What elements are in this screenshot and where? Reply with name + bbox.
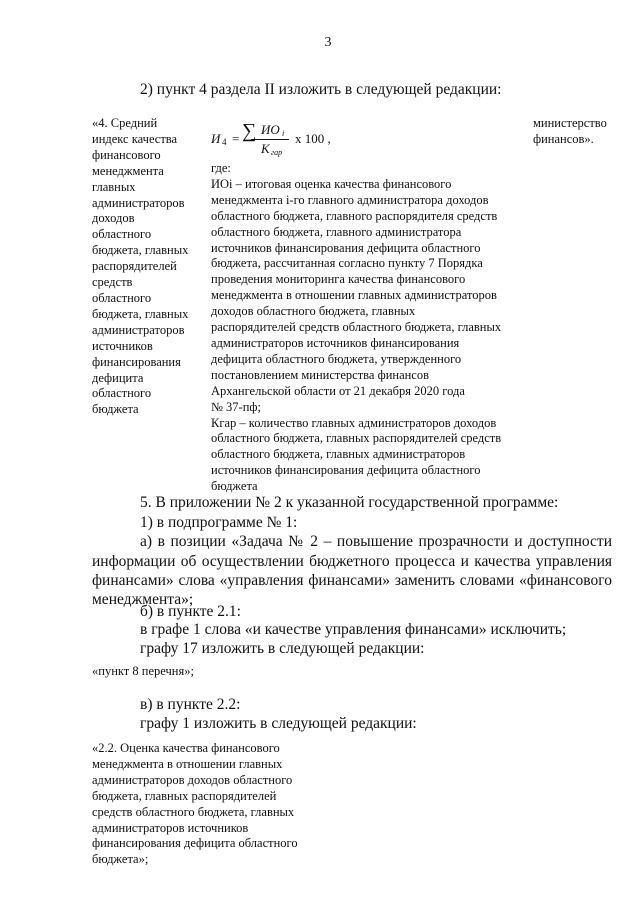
left-line: «4. Средний xyxy=(92,116,158,130)
left-line: бюджета, главных xyxy=(92,306,189,321)
left-line: дефицита xyxy=(92,370,144,385)
mid-line: областного бюджета, главных администраторов xyxy=(211,447,466,462)
item5c-heading: в) в пункте 2.2: xyxy=(140,696,241,713)
quote-line: администраторов источников xyxy=(92,820,249,835)
left-line: средств xyxy=(92,275,133,290)
sum-symbol: ∑ xyxy=(242,120,257,142)
left-line: финансирования xyxy=(92,354,181,369)
formula-numerator-sub: i xyxy=(282,129,285,138)
mid-line: областного бюджета, главного администратора xyxy=(211,224,462,239)
quote-item8: «пункт 8 перечня»; xyxy=(92,664,194,678)
mid-line: менеджмента в отношении главных администраторов xyxy=(211,288,497,303)
mid-line: менеджмента i-го главного администратора доходов xyxy=(211,192,489,207)
mid-line: № 37-пф; xyxy=(211,399,261,414)
left-line: администраторов xyxy=(92,322,185,337)
item5b-line1: в графе 1 слова «и качестве управления финансами» исключить; xyxy=(140,621,567,638)
quote-line: бюджета»; xyxy=(92,852,149,867)
mid-line: доходов областного бюджета, главных xyxy=(211,304,416,319)
table-left-column xyxy=(92,116,204,418)
mid-line: проведения мониторинга качества финансового xyxy=(211,272,466,287)
left-line: областного xyxy=(92,227,152,242)
page-number: 3 xyxy=(324,35,332,50)
item5-subpoint1: 1) в подпрограмме № 1: xyxy=(140,514,298,531)
quote-line: средств областного бюджета, главных xyxy=(92,804,295,819)
left-line: менеджмента xyxy=(92,163,164,178)
mid-line: распорядителей средств областного бюджета, главных xyxy=(211,320,502,335)
left-line: бюджета, главных xyxy=(92,243,189,258)
mid-line: областного бюджета, главных распорядителей средств xyxy=(211,431,502,446)
left-line: администраторов xyxy=(92,195,185,210)
formula-denominator: К xyxy=(261,141,270,156)
quote-line: «2.2. Оценка качества финансового xyxy=(92,741,280,755)
item5b-heading: б) в пункте 2.1: xyxy=(140,603,241,620)
quote-line: бюджета, главных распорядителей xyxy=(92,788,277,803)
mid-line: Архангельской области от 21 декабря 2020 года xyxy=(211,383,465,398)
item5b-line2: графу 17 изложить в следующей редакции: xyxy=(140,640,425,657)
mid-line: дефицита областного бюджета, утвержденного xyxy=(211,351,462,366)
formula-denominator-sub: гар xyxy=(271,148,283,157)
item5a-line3: финансами» слова «управления финансами» заменить словами «финансового xyxy=(92,572,612,589)
quote-line: финансирования дефицита областного xyxy=(92,836,298,851)
mid-line: где: xyxy=(211,161,231,175)
quote-line: администраторов доходов областного xyxy=(92,772,293,787)
mid-line: Кгар – количество главных администраторов доходов xyxy=(211,415,497,430)
left-line: финансового xyxy=(92,147,161,162)
item5a-line4: менеджмента»; xyxy=(92,591,194,608)
item5c-line: графу 1 изложить в следующей редакции: xyxy=(140,715,417,732)
left-line: источников xyxy=(92,338,153,353)
right-line: финансов». xyxy=(533,131,594,146)
formula xyxy=(211,120,341,158)
mid-line: источников финансирования дефицита областного xyxy=(211,463,481,478)
mid-line: источников финансирования дефицита областного xyxy=(211,240,481,255)
left-line: главных xyxy=(92,179,136,194)
left-line: доходов xyxy=(92,211,135,226)
item5a-line2: информации об осуществлении бюджетного процесса и качества управления xyxy=(92,553,612,570)
mid-line: постановлением министерства финансов xyxy=(211,367,430,382)
mid-line: областного бюджета, главного распорядителя средств xyxy=(211,208,498,223)
quote-line: менеджмента в отношении главных xyxy=(92,756,283,771)
mid-line: администраторов источников финансирования xyxy=(211,335,460,350)
left-line: бюджета xyxy=(92,402,139,417)
table-right-column xyxy=(533,116,623,148)
formula-multiplier: х 100 , xyxy=(295,131,331,146)
formula-numerator: ИО xyxy=(261,122,280,137)
item2-heading: 2) пункт 4 раздела II изложить в следующей редакции: xyxy=(140,81,502,98)
mid-line: бюджета, рассчитанная согласно пункту 7 Порядка xyxy=(211,256,483,271)
mid-line: ИОi – итоговая оценка качества финансового xyxy=(211,176,452,191)
left-line: индекс качества xyxy=(92,131,178,146)
left-line: распорядителей xyxy=(92,259,177,274)
item5a-line1: а) в позиции «Задача № 2 – повышение прозрачности и доступности xyxy=(140,533,612,550)
left-line: областного xyxy=(92,386,152,401)
mid-line: бюджета xyxy=(211,479,258,494)
formula-lhs-sub: 4 xyxy=(222,137,227,147)
right-line: министерство xyxy=(533,116,607,130)
item5-heading: 5. В приложении № 2 к указанной государственной программе: xyxy=(140,494,559,511)
table-middle-column xyxy=(211,161,531,495)
fraction-bar xyxy=(251,139,289,140)
formula-equals: = xyxy=(232,131,240,146)
quote-2-2 xyxy=(92,741,352,868)
left-line: областного xyxy=(92,290,152,305)
formula-lhs: И xyxy=(211,131,221,146)
